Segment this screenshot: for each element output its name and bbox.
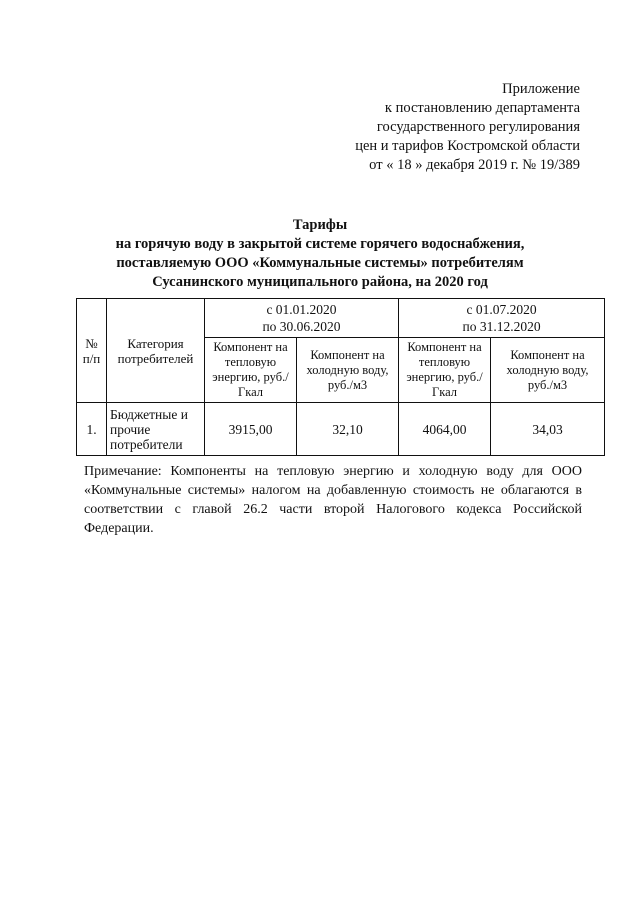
period-to: по 31.12.2020 <box>462 319 541 334</box>
component-header: Компонент на холодную воду, руб./м3 <box>491 338 605 403</box>
row-category: Бюджетные и прочие потребители <box>107 403 205 456</box>
title-line: Сусанинского муниципального района, на 2020 год <box>152 274 488 290</box>
title-line: поставляемую ООО «Коммунальные системы» потребителям <box>116 255 524 271</box>
footnote: Примечание: Компоненты на тепловую энергию и холодную воду для ООО «Коммунальные системы» налогом на добавленную стоимость не облагаются в соответствии с главой 26.2 части второй Налогового кодекса Российской Федерации. <box>84 464 582 536</box>
period-from: с 01.01.2020 <box>266 302 337 317</box>
row-num: 1. <box>77 403 107 456</box>
period-to: по 30.06.2020 <box>262 319 341 334</box>
period-header-1 <box>205 299 399 338</box>
component-header: Компонент на тепловую энергию, руб./Гкал <box>205 338 297 403</box>
appendix-line: Приложение <box>502 81 580 97</box>
period-header-2 <box>399 299 605 338</box>
appendix-line: цен и тарифов Костромской области <box>355 138 580 154</box>
appendix-line: к постановлению департамента <box>384 100 580 116</box>
period-from: с 01.07.2020 <box>466 302 537 317</box>
component-header: Компонент на тепловую энергию, руб./Гкал <box>399 338 491 403</box>
category-header: Категория потребителей <box>107 299 205 403</box>
title-line: на горячую воду в закрытой системе горячего водоснабжения, <box>115 236 525 252</box>
row-value: 34,03 <box>491 403 605 456</box>
table-row <box>77 403 605 456</box>
title-line: Тарифы <box>292 217 348 233</box>
num-header: № п/п <box>77 299 107 403</box>
appendix-date-line: от « 18 » декабря 2019 г. № 19/389 <box>369 157 580 173</box>
component-header: Компонент на холодную воду, руб./м3 <box>297 338 399 403</box>
appendix-line: государственного регулирования <box>376 119 580 135</box>
row-value: 3915,00 <box>205 403 297 456</box>
row-value: 4064,00 <box>399 403 491 456</box>
document-title <box>0 216 640 292</box>
appendix-header <box>355 80 580 175</box>
row-value: 32,10 <box>297 403 399 456</box>
tariff-table <box>76 298 605 456</box>
